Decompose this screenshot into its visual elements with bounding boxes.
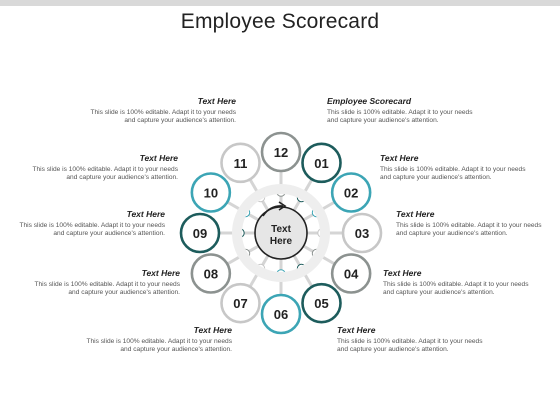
text-block-body: This slide is 100% editable. Adapt it to your needs and capture your audience's attention. xyxy=(383,281,529,297)
node-09 xyxy=(181,214,219,252)
node-label: 05 xyxy=(314,296,329,312)
text-block-heading: Text Here xyxy=(141,268,180,278)
text-block-heading: Text Here xyxy=(139,153,178,163)
text-block-body: This slide is 100% editable. Adapt it to your needs and capture your audience's attention. xyxy=(34,281,180,297)
text-block-right-5 xyxy=(337,325,487,354)
text-block-heading: Text Here xyxy=(193,325,232,335)
text-block-body: This slide is 100% editable. Adapt it to your needs and capture your audience's attention. xyxy=(32,166,178,182)
node-10 xyxy=(192,174,230,212)
node-label: 11 xyxy=(233,155,248,171)
node-11 xyxy=(222,144,260,182)
node-03 xyxy=(343,214,381,252)
text-block-left-3 xyxy=(15,209,165,238)
text-block-body: This slide is 100% editable. Adapt it to your needs and capture your audience's attention. xyxy=(86,338,232,354)
node-label: 09 xyxy=(192,226,208,241)
text-block-body: This slide is 100% editable. Adapt it to your needs and capture your audience's attention. xyxy=(90,109,236,125)
text-block-body: This slide is 100% editable. Adapt it to your needs and capture your audience's attention. xyxy=(19,222,165,238)
node-label: 10 xyxy=(203,185,219,201)
node-06 xyxy=(262,295,300,333)
text-block-left-5 xyxy=(82,325,232,354)
text-block-heading: Text Here xyxy=(380,153,419,163)
node-label: 06 xyxy=(273,307,289,322)
text-block-heading: Text Here xyxy=(383,268,422,278)
node-05 xyxy=(303,284,341,322)
node-02 xyxy=(332,174,370,212)
node-label: 12 xyxy=(273,145,289,160)
node-label: 07 xyxy=(233,296,248,312)
text-block-heading: Text Here xyxy=(197,96,236,106)
page-title: Employee Scorecard xyxy=(180,10,380,33)
node-label: 01 xyxy=(314,155,329,171)
node-12 xyxy=(262,133,300,171)
text-block-right-4 xyxy=(383,268,533,297)
text-block-body: This slide is 100% editable. Adapt it to your needs and capture your audience's attention. xyxy=(327,109,473,125)
node-08 xyxy=(192,255,230,293)
text-block-body: This slide is 100% editable. Adapt it to your needs and capture your audience's attention. xyxy=(396,222,542,238)
node-07 xyxy=(222,284,260,322)
text-block-left-4 xyxy=(30,268,180,297)
text-block-heading: Text Here xyxy=(396,209,435,219)
node-label: 02 xyxy=(343,185,359,201)
text-block-heading: Employee Scorecard xyxy=(327,96,412,106)
text-block-left-1 xyxy=(86,96,236,125)
text-block-left-2 xyxy=(28,153,178,182)
center-text-line1: Text xyxy=(271,224,291,235)
text-block-heading: Text Here xyxy=(126,209,165,219)
text-block-body: This slide is 100% editable. Adapt it to your needs and capture your audience's attention. xyxy=(380,166,526,182)
text-block-right-1 xyxy=(327,96,477,125)
node-label: 04 xyxy=(343,266,359,282)
text-block-body: This slide is 100% editable. Adapt it to your needs and capture your audience's attention. xyxy=(337,338,483,354)
node-04 xyxy=(332,255,370,293)
text-block-heading: Text Here xyxy=(337,325,376,335)
text-block-right-2 xyxy=(380,153,530,182)
node-label: 08 xyxy=(203,266,219,282)
node-label: 03 xyxy=(354,226,370,241)
text-block-right-3 xyxy=(396,209,546,238)
center-text-line2: Here xyxy=(269,236,293,247)
node-01 xyxy=(303,144,341,182)
